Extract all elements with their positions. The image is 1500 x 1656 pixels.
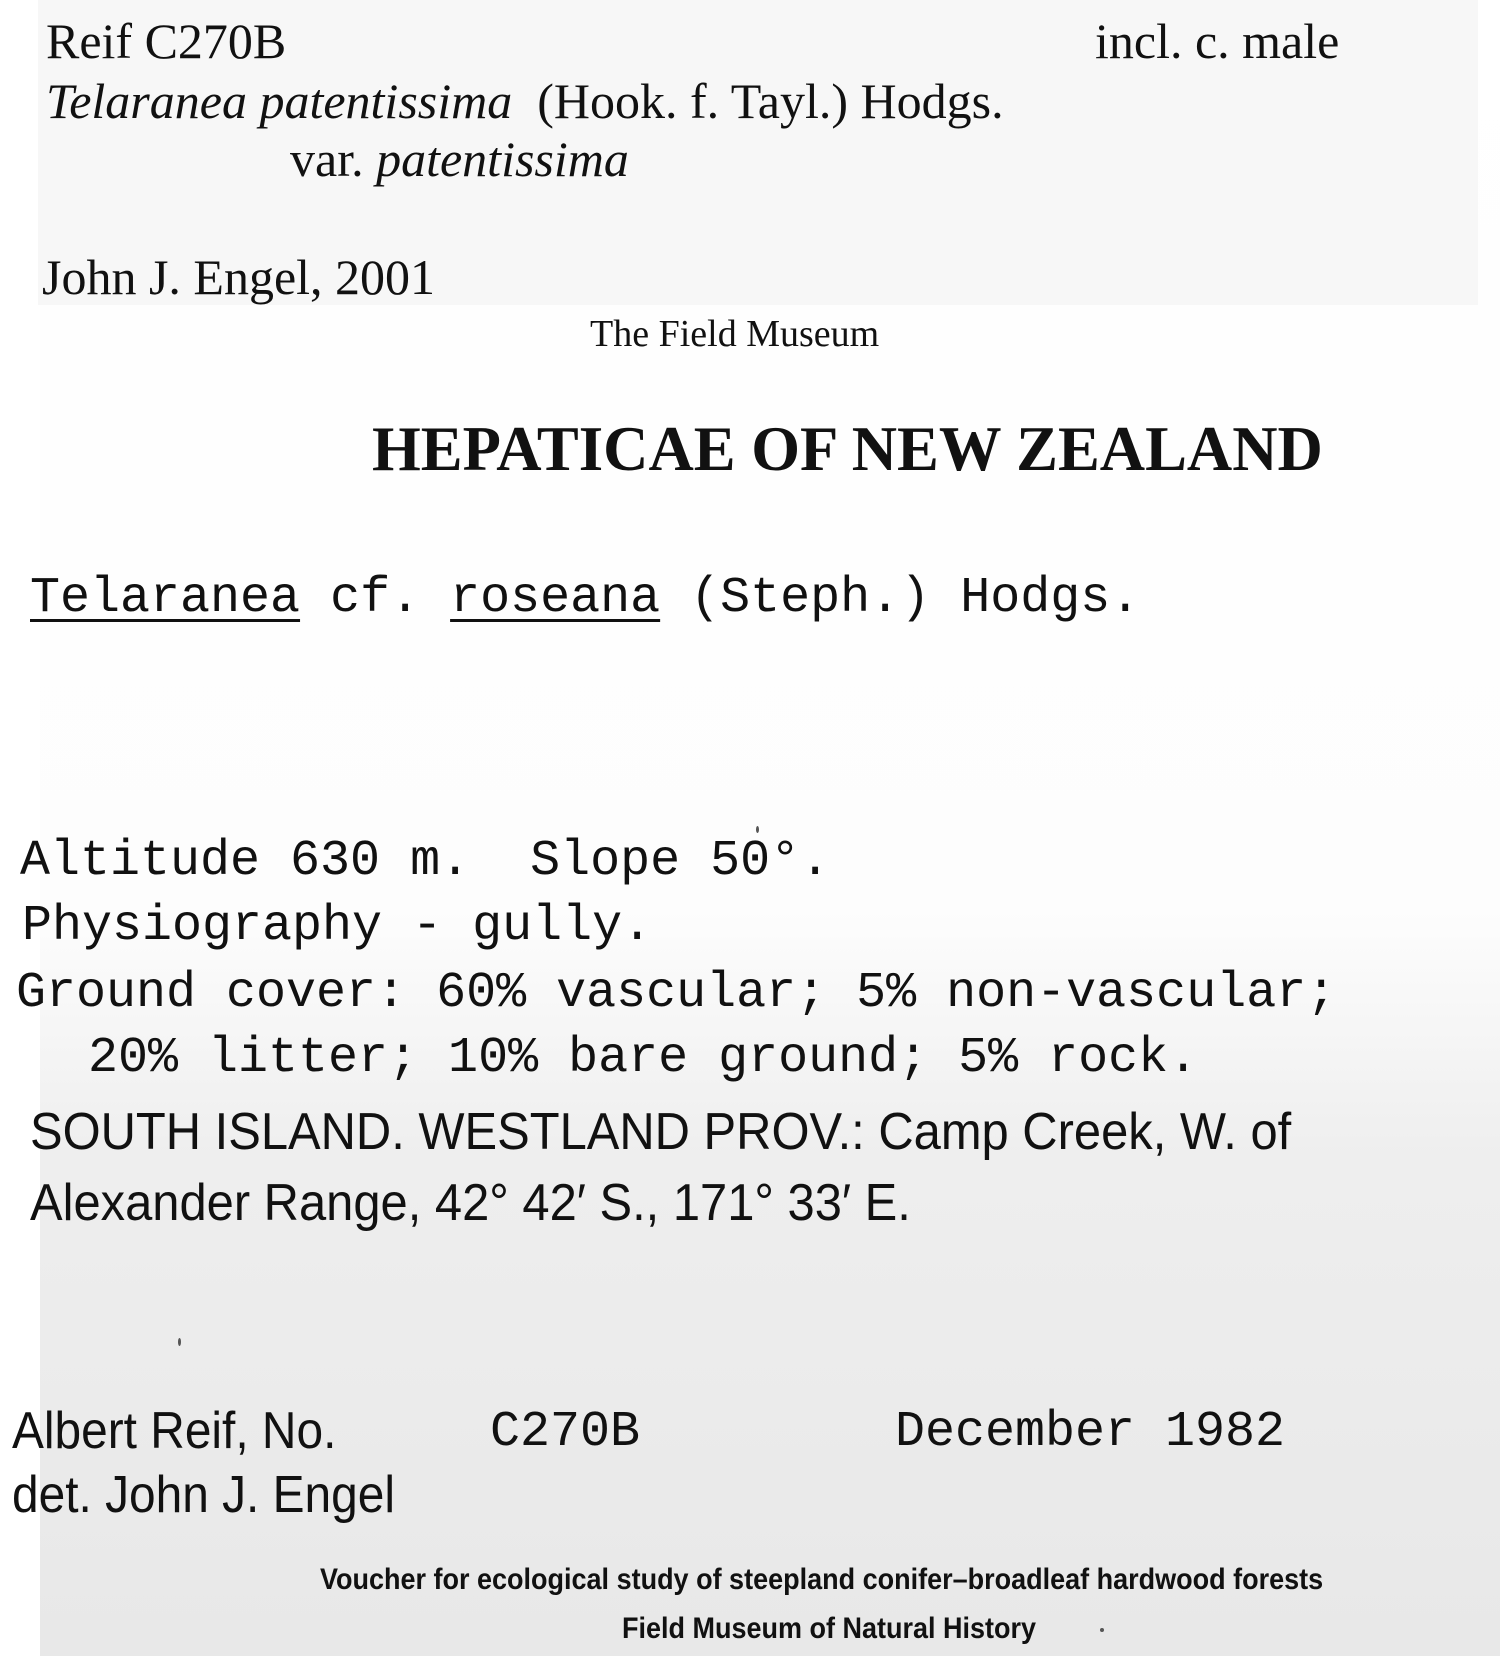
- collection-number: C270B: [490, 1404, 641, 1461]
- determination-epithet: patentissima: [259, 73, 513, 129]
- variety-prefix: var.: [290, 131, 364, 187]
- taxon-qualifier: cf.: [330, 570, 421, 627]
- voucher-note: Voucher for ecological study of steepland conifer–broadleaf hardwood forests: [320, 1563, 1324, 1596]
- determination-institution: The Field Museum: [590, 313, 880, 355]
- paper-speck: [1100, 1628, 1104, 1632]
- slope-text: Slope 50°.: [530, 833, 831, 890]
- museum-name: Field Museum of Natural History: [622, 1612, 1037, 1645]
- ecology-ground-cover-line-2: 20% litter; 10% bare ground; 5% rock.: [88, 1030, 1199, 1087]
- paper-speck: [178, 1338, 181, 1346]
- determination-collection-number: Reif C270B: [46, 13, 287, 69]
- ecology-altitude-slope: [20, 833, 830, 890]
- determination-variety: [290, 130, 629, 188]
- determination-authority: (Hook. f. Tayl.) Hodgs.: [537, 73, 1004, 129]
- ecology-ground-cover-line-1: Ground cover: 60% vascular; 5% non-vascular;: [16, 965, 1337, 1022]
- determiner-credit: John J. Engel, 2001: [42, 249, 436, 305]
- label-title: HEPATICAE OF NEW ZEALAND: [372, 413, 1323, 484]
- collector-name: Albert Reif, No.: [12, 1402, 337, 1460]
- determination-species: [46, 72, 1004, 130]
- taxon-genus: Telaranea: [30, 570, 301, 627]
- determiner-name: det. John J. Engel: [12, 1466, 395, 1524]
- locality-line-1: SOUTH ISLAND. WESTLAND PROV.: Camp Creek, W. of: [30, 1103, 1292, 1161]
- ecology-physiography: Physiography - gully.: [22, 898, 653, 955]
- paper-speck: [756, 826, 759, 833]
- taxon-authority: (Steph.) Hodgs.: [690, 570, 1141, 627]
- altitude-text: Altitude 630 m.: [20, 833, 471, 890]
- collection-date: December 1982: [895, 1404, 1286, 1461]
- variety-name: patentissima: [376, 131, 629, 187]
- determination-note: incl. c. male: [1095, 13, 1340, 69]
- taxon-epithet: roseana: [450, 570, 661, 627]
- taxon-name: [30, 570, 1140, 627]
- determination-genus: Telaranea: [46, 73, 247, 129]
- locality-line-2: Alexander Range, 42° 42′ S., 171° 33′ E.: [30, 1174, 911, 1232]
